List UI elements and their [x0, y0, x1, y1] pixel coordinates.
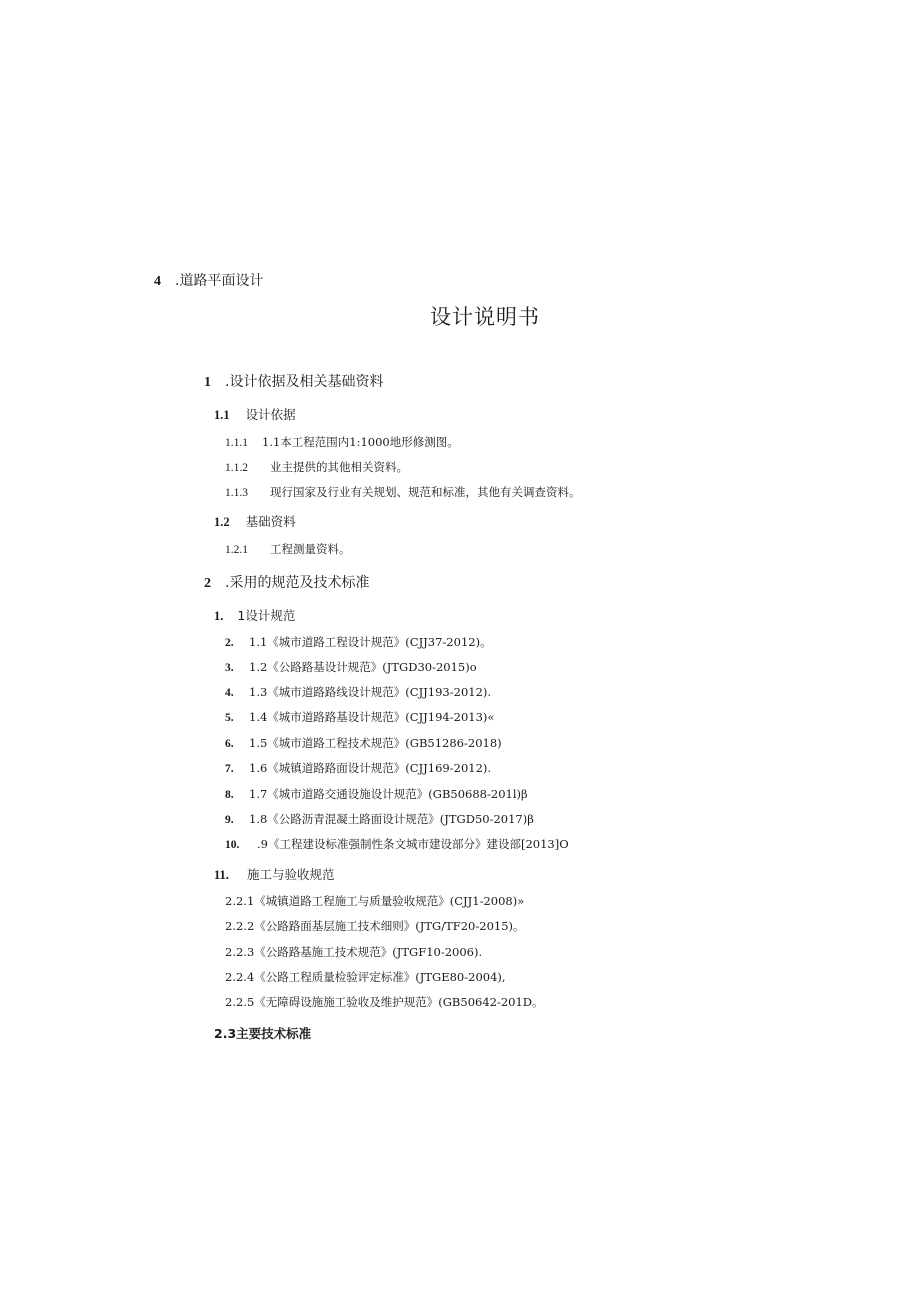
list-item: 2.2.2《公路路面基层施工技术细则》(JTG/TF20-2015)。 [225, 919, 525, 933]
list-item: 2.2.3《公路路基施工技术规范》(JTGF10-2006). [225, 945, 483, 959]
subsection-1-1-heading [214, 405, 296, 423]
list-item: 1.1.2 业主提供的其他相关资料。 [225, 460, 408, 474]
subsection-1-2-number: 1.2 [214, 515, 230, 529]
list-item: 6. 1.5《城市道路工程技术规范》(GB51286-2018) [225, 736, 502, 750]
list-item: 1.2.1 工程测量资料。 [225, 542, 351, 556]
list-item: 8. 1.7《城市道路交通设施设计规范》(GB50688-201l)β [225, 787, 528, 801]
section-2-heading [204, 572, 369, 592]
section-1-number: 1 [204, 375, 211, 390]
list-item: 4. 1.3《城市道路路线设计规范》(CJJ193-2012). [225, 685, 492, 699]
subsection-2-2-text: 施工与验收规范 [246, 867, 335, 882]
list-item: 1.1.1 1.1本工程范围内1:1000地形修测图。 [225, 435, 459, 449]
list-item: 2.2.4《公路工程质量检验评定标准》(JTGE80-2004), [225, 970, 506, 984]
subsection-2-2-number: 11. [214, 868, 229, 882]
list-item: 2. 1.1《城市道路工程设计规范》(CJJ37-2012)。 [225, 635, 492, 649]
section-header-number: 4 [154, 274, 161, 289]
section-1-text: .设计依据及相关基础资料 [225, 374, 384, 390]
section-2-text: .采用的规范及技术标准 [225, 575, 370, 591]
subsection-2-3-heading: 2.3主要技术标准 [214, 1026, 312, 1041]
document-title: 设计说明书 [430, 305, 540, 329]
subsection-2-2-heading [214, 865, 334, 883]
section-2-number: 2 [204, 576, 211, 591]
subsection-2-1-number: 1. [214, 609, 224, 623]
subsection-1-1-number: 1.1 [214, 408, 230, 422]
section-header [154, 270, 263, 290]
subsection-1-2-heading [214, 512, 296, 530]
list-item: 5. 1.4《城市道路路基设计规范》(CJJ194-2013)« [225, 710, 495, 724]
list-item: 3. 1.2《公路路基设计规范》(JTGD30-2015)o [225, 660, 477, 674]
subsection-2-1-text: 1设计规范 [237, 608, 296, 623]
list-item: 2.2.5《无障碍设施施工验收及维护规范》(GB50642-201D。 [225, 995, 544, 1009]
list-item: 10. .9《工程建设标准强制性条文城市建设部分》建设部[2013]O [225, 837, 569, 851]
list-item: 2.2.1《城镇道路工程施工与质量验收规范》(CJJ1-2008)» [225, 894, 525, 908]
list-item: 9. 1.8《公路沥青混凝土路面设计规范》(JTGD50-2017)β [225, 812, 534, 826]
list-item: 7. 1.6《城镇道路路面设计规范》(CJJ169-2012). [225, 761, 492, 775]
subsection-1-2-text: 基础资料 [245, 514, 296, 529]
subsection-2-1-heading [214, 606, 295, 624]
list-item: 1.1.3 现行国家及行业有关规划、规范和标准，其他有关调查资料。 [225, 485, 581, 499]
section-header-text: .道路平面设计 [175, 273, 264, 289]
section-1-heading [204, 371, 383, 391]
subsection-1-1-text: 设计依据 [245, 407, 296, 422]
